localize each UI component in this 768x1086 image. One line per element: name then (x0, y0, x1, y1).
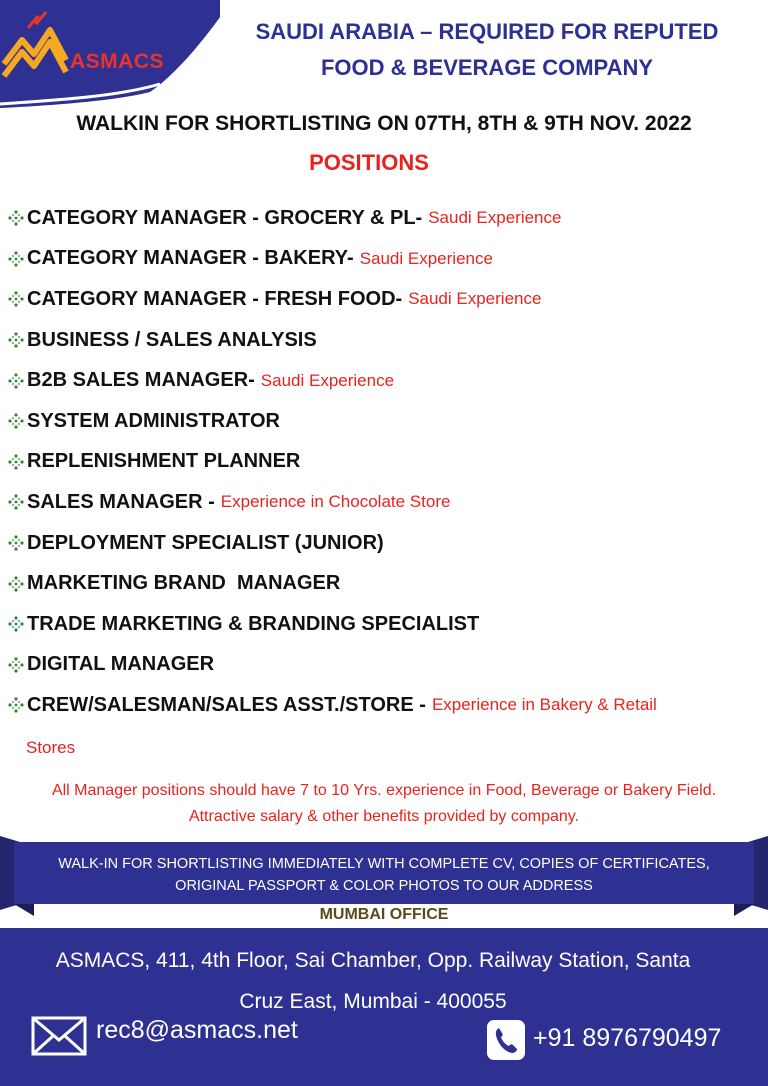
diamond-bullet-icon (6, 330, 26, 350)
position-title: B2B SALES MANAGER- (27, 369, 255, 392)
diamond-bullet-icon (6, 371, 26, 391)
note-line-1: All Manager positions should have 7 to 10 Yrs. experience in Food, Beverage or Bakery Field. (51, 782, 717, 799)
position-title: DEPLOYMENT SPECIALIST (JUNIOR) (27, 531, 384, 554)
requirements-note (0, 778, 768, 830)
list-item (6, 198, 762, 239)
walkin-banner (0, 836, 768, 916)
position-title: MARKETING BRAND MANAGER (27, 572, 341, 595)
list-item (6, 401, 762, 442)
position-title: CATEGORY MANAGER - FRESH FOOD- (27, 287, 403, 310)
diamond-bullet-icon (6, 411, 26, 431)
logo (0, 0, 220, 108)
address-line-1: ASMACS, 411, 4th Floor, Sai Chamber, Opp. Railway Station, Santa (55, 949, 691, 972)
diamond-bullet-icon (6, 533, 26, 553)
position-note: Saudi Experience (428, 208, 562, 228)
banner-line-1: WALK-IN FOR SHORTLISTING IMMEDIATELY WITH COMPLETE CV, COPIES OF CERTIFICATES, (58, 856, 710, 872)
position-title: CATEGORY MANAGER - BAKERY- (27, 247, 354, 270)
list-item (6, 685, 762, 726)
diamond-bullet-icon (6, 289, 26, 309)
title-line-1: SAUDI ARABIA – REQUIRED FOR REPUTED (255, 19, 719, 44)
page-title (212, 14, 762, 86)
contact-row (0, 1014, 768, 1078)
list-item (6, 442, 762, 483)
position-title: DIGITAL MANAGER (27, 653, 215, 676)
list-item (6, 239, 762, 280)
list-item (6, 645, 762, 686)
diamond-bullet-icon (6, 452, 26, 472)
diamond-bullet-icon (6, 614, 26, 634)
note-line-2: Attractive salary & other benefits provided by company. (188, 808, 580, 825)
email-link[interactable]: rec8@asmacs.net (96, 1016, 298, 1044)
list-item (6, 360, 762, 401)
diamond-bullet-icon (6, 695, 26, 715)
list-item (6, 320, 762, 361)
position-title: SALES MANAGER - (27, 490, 215, 513)
position-title: TRADE MARKETING & BRANDING SPECIALIST (27, 612, 480, 635)
list-item (6, 482, 762, 523)
list-item (6, 279, 762, 320)
phone-number[interactable]: +91 8976790497 (533, 1024, 722, 1052)
position-title: CATEGORY MANAGER - GROCERY & PL- (27, 206, 423, 229)
list-item (6, 604, 762, 645)
position-title: CREW/SALESMAN/SALES ASST./STORE - (27, 693, 426, 716)
position-note: Saudi Experience (359, 248, 493, 268)
position-note: Experience in Chocolate Store (220, 492, 451, 512)
position-title: SYSTEM ADMINISTRATOR (27, 409, 280, 432)
position-note-continued: Stores (26, 737, 76, 757)
envelope-icon (31, 1016, 87, 1056)
title-line-2: FOOD & BEVERAGE COMPANY (320, 55, 654, 80)
phone-icon (486, 1019, 526, 1061)
office-label: MUMBAI OFFICE (319, 906, 449, 923)
walkin-dates: WALKIN FOR SHORTLISTING ON 07TH, 8TH & 9TH NOV. 2022 (76, 112, 692, 135)
diamond-bullet-icon (6, 249, 26, 269)
address-line-2: Cruz East, Mumbai - 400055 (239, 990, 507, 1013)
list-item (6, 563, 762, 604)
positions-list (6, 198, 762, 766)
diamond-bullet-icon (6, 574, 26, 594)
position-note: Saudi Experience (260, 370, 395, 390)
positions-heading: POSITIONS (309, 150, 429, 175)
diamond-bullet-icon (6, 655, 26, 675)
position-title: BUSINESS / SALES ANALYSIS (27, 328, 317, 351)
logo-text: ASMACS (70, 50, 165, 73)
footer (0, 928, 768, 1086)
banner-text (0, 853, 768, 897)
position-note: Experience in Bakery & Retail (431, 695, 657, 715)
address (0, 940, 746, 1022)
diamond-bullet-icon (6, 208, 26, 228)
position-note: Saudi Experience (408, 289, 542, 309)
diamond-bullet-icon (6, 492, 26, 512)
list-item (6, 523, 762, 564)
position-title: REPLENISHMENT PLANNER (27, 450, 301, 473)
banner-line-2: ORIGINAL PASSPORT & COLOR PHOTOS TO OUR ADDRESS (175, 878, 593, 894)
